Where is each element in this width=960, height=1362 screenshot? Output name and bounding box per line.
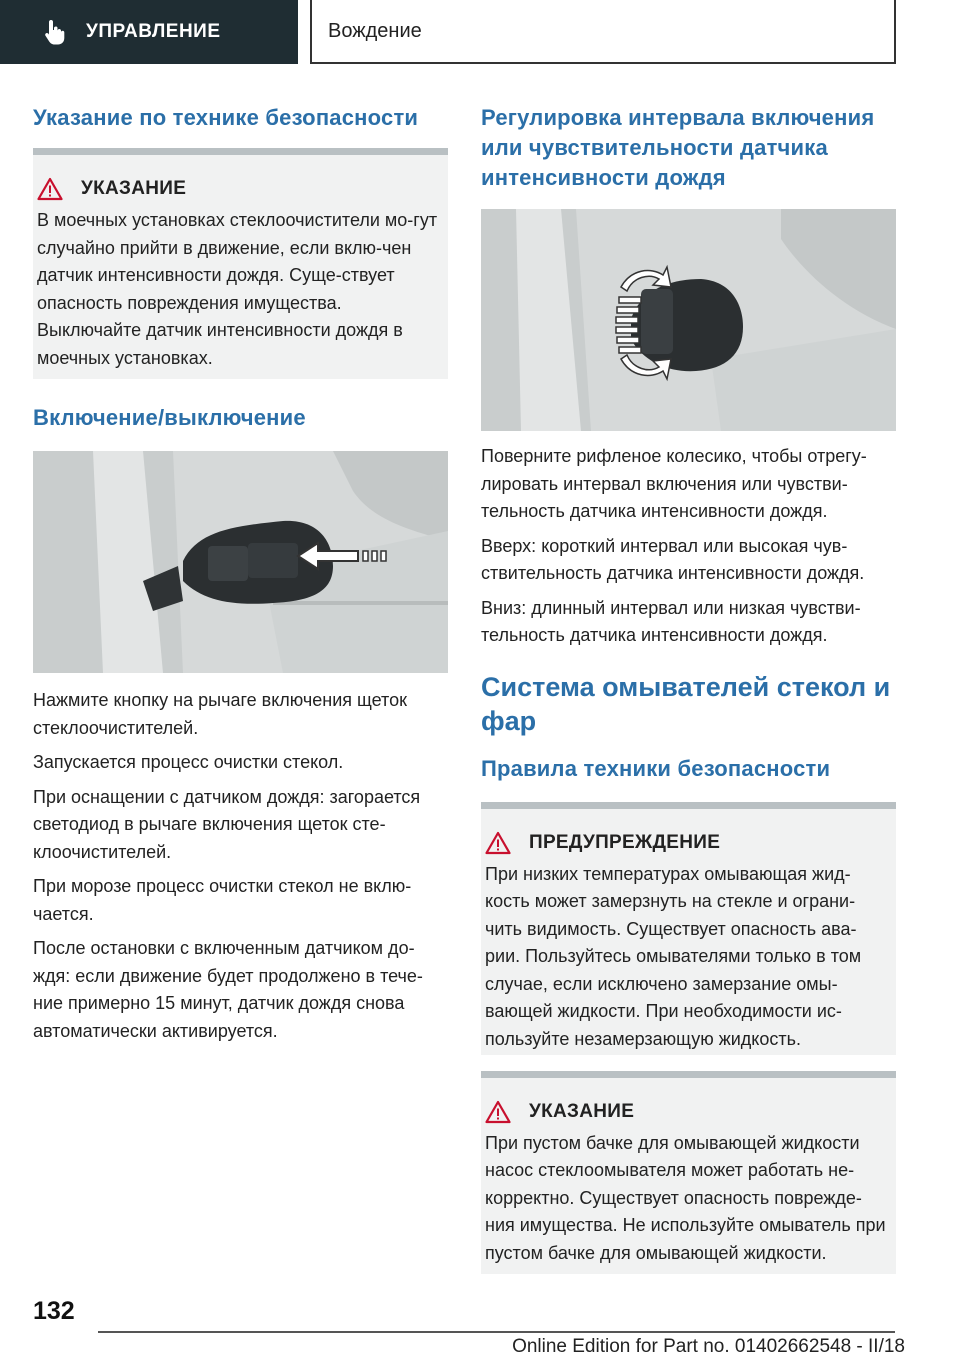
- notice-text: При пустом бачке для омывающей жидкости насос стеклоомывателя может работать не-корректно. Существует опасность поврежде-ния имущества. Не используйте омыватель при пустом бачке для омывающей жидкости.: [485, 1132, 886, 1263]
- warning-text: При низких температурах омывающая жид-кость может замерзнуть на стекле и ограни-чить видимость. Существует опасность ава-рии. Пользуйтесь омывателями только в том случае, если исключено замерзание омы-вающей жидкости. При необходимости ис-пользуйте незамерзающую жидкость.: [485, 863, 862, 1049]
- rules-heading: Правила техники безопасности: [481, 755, 831, 781]
- notice-box: [481, 1078, 896, 1274]
- paragraph: Поверните рифленое колесико, чтобы отрегу-лировать интервал включения или чувстви-тельность датчика интенсивности дождя.: [481, 446, 867, 521]
- warning-box: [481, 809, 896, 1055]
- warning-triangle-icon: [485, 1100, 511, 1124]
- warning-rule: [481, 802, 896, 809]
- paragraph: Вверх: короткий интервал или высокая чув-ствительность датчика интенсивности дождя.: [481, 535, 865, 583]
- footer-rule: [98, 1331, 895, 1333]
- section-title: Вождение: [328, 19, 422, 42]
- right-column: [481, 100, 896, 1274]
- notice-rule: [481, 1071, 896, 1078]
- chapter-tab: [0, 0, 298, 64]
- page-number: 132: [33, 1297, 75, 1325]
- notice-title: УКАЗАНИЕ: [529, 1100, 635, 1122]
- paragraph: Нажмите кнопку на рычаге включения щеток стеклоочистителей.: [33, 690, 407, 738]
- paragraph: Вниз: длинный интервал или низкая чувстви-тельность датчика интенсивности дождя.: [481, 597, 861, 645]
- warning-triangle-icon: [37, 177, 63, 201]
- paragraph: При оснащении с датчиком дождя: загорается светодиод в рычаге включения щеток сте-клоочистителей.: [33, 786, 421, 862]
- washer-heading: Система омывателей стекол и фар: [481, 671, 891, 736]
- notice-text: В моечных установках стеклоочистители мо-гут случайно прийти в движение, если вклю-чен датчик интенсивности дождя. Суще-ствует опасность повреждения имущества. Выключайте датчик интенсивности дождя в моечных установках.: [37, 210, 438, 368]
- wiper-lever-button-illustration: [33, 451, 448, 673]
- warning-title: ПРЕДУПРЕЖДЕНИЕ: [529, 831, 721, 853]
- notice-box: [33, 155, 448, 379]
- paragraph: Запускается процесс очистки стекол.: [33, 752, 344, 772]
- footer-edition: Online Edition for Part no. 01402662548 - II/18: [512, 1336, 905, 1357]
- notice-rule: [33, 148, 448, 155]
- notice-title: УКАЗАНИЕ: [81, 178, 187, 199]
- chapter-title: УПРАВЛЕНИЕ: [86, 21, 221, 42]
- hand-pointer-icon: [40, 17, 70, 47]
- section-tab: [310, 0, 896, 64]
- interval-heading: Регулировка интервала включения или чувствительности датчика интенсивности дождя: [481, 105, 875, 190]
- warning-triangle-icon: [485, 831, 511, 855]
- safety-heading: Указание по технике безопасности: [33, 105, 419, 130]
- paragraph: При морозе процесс очистки стекол не вклю-чается.: [33, 876, 412, 924]
- paragraph: После остановки с включенным датчиком до-ждя: если движение будет продолжено в тече-ние примерно 15 минут, датчик дождя снова автоматически активируется.: [33, 938, 423, 1041]
- wiper-wheel-illustration: [481, 209, 896, 431]
- left-column: [33, 100, 448, 1052]
- onoff-heading: Включение/выключение: [33, 405, 306, 430]
